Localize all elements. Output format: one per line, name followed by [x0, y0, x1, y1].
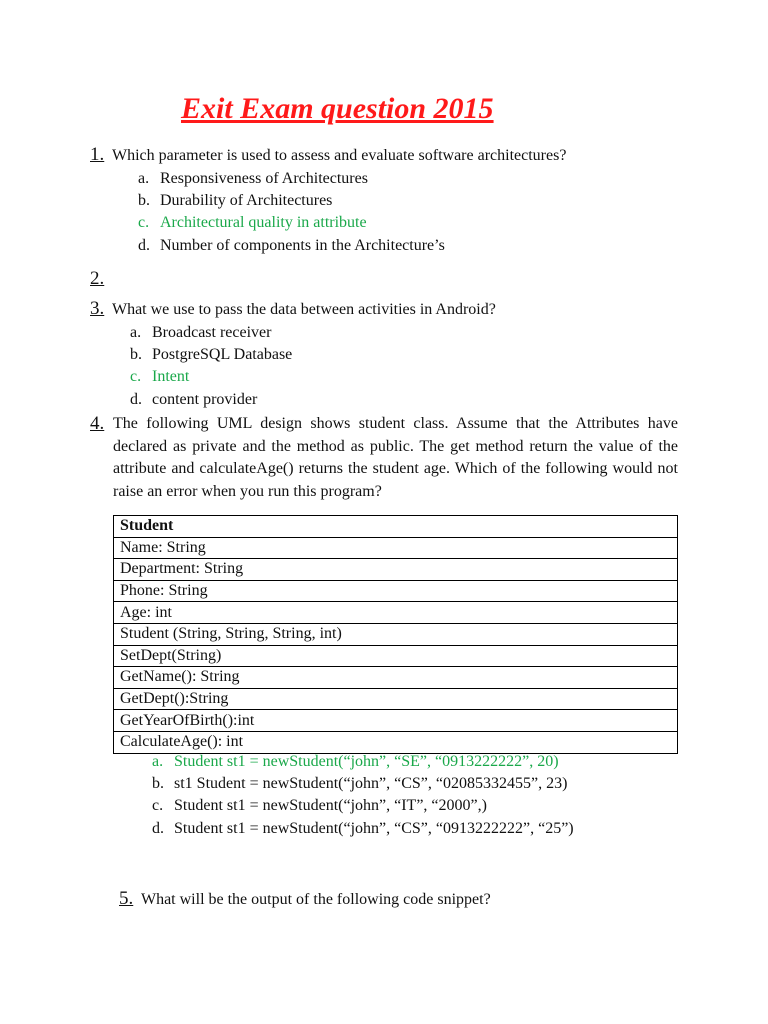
option-letter: c.	[130, 368, 142, 385]
option-text: Broadcast receiver	[152, 324, 272, 341]
uml-row: GetDept():String	[114, 688, 678, 710]
question-3-option-c-correct	[130, 366, 189, 388]
option-letter: d.	[130, 391, 142, 408]
option-text: Number of components in the Architecture’s	[160, 237, 445, 254]
option-letter: c.	[152, 797, 164, 814]
question-3	[90, 298, 496, 321]
table-row	[114, 580, 678, 602]
option-text: Architectural quality in attribute	[160, 214, 367, 231]
uml-row: GetYearOfBirth():int	[114, 710, 678, 732]
question-3-option-b	[130, 344, 292, 366]
question-2	[90, 268, 108, 291]
option-text: content provider	[152, 391, 258, 408]
question-4-option-a-correct	[152, 751, 559, 773]
question-4	[90, 413, 678, 503]
question-1-option-c-correct	[138, 212, 367, 234]
page-title: Exit Exam question 2015	[181, 92, 494, 125]
question-4-number: 4.	[90, 413, 105, 434]
option-text: Responsiveness of Architectures	[160, 170, 368, 187]
table-row	[114, 645, 678, 667]
table-row	[114, 623, 678, 645]
question-5-number: 5.	[119, 888, 134, 909]
question-1-option-d	[138, 235, 445, 257]
question-5	[119, 888, 491, 911]
option-text: PostgreSQL Database	[152, 346, 293, 363]
option-text: Durability of Architectures	[160, 192, 333, 209]
uml-row: SetDept(String)	[114, 645, 678, 667]
option-letter: d.	[152, 820, 164, 837]
table-row	[114, 710, 678, 732]
option-text: Student st1 = newStudent(“john”, “CS”, “0913222222”, “25”)	[174, 820, 574, 837]
table-row	[114, 731, 678, 753]
option-letter: b.	[152, 775, 164, 792]
uml-row: GetName(): String	[114, 667, 678, 689]
option-letter: c.	[138, 214, 150, 231]
option-text: Student st1 = newStudent(“john”, “IT”, “2000”,)	[174, 797, 487, 814]
question-1-option-b	[138, 190, 332, 212]
option-text: st1 Student = newStudent(“john”, “CS”, “02085332455”, 23)	[174, 775, 568, 792]
question-4-option-b	[152, 773, 567, 795]
table-row	[114, 688, 678, 710]
uml-row: Name: String	[114, 537, 678, 559]
question-1-option-a	[138, 168, 368, 190]
option-letter: b.	[130, 346, 142, 363]
option-letter: a.	[152, 753, 164, 770]
question-1-number: 1.	[90, 144, 105, 165]
uml-row: Department: String	[114, 559, 678, 581]
question-4-text: The following UML design shows student class. Assume that the Attributes have declared as private and the method as public. The get method return the value of the attribute and calculateAge() returns the student age. Which of the following would not raise an error when you run this program?	[113, 415, 678, 500]
question-2-number: 2.	[90, 268, 105, 289]
table-row	[114, 667, 678, 689]
uml-row: Phone: String	[114, 580, 678, 602]
table-row	[114, 537, 678, 559]
uml-row: CalculateAge(): int	[114, 731, 678, 753]
option-text: Intent	[152, 368, 190, 385]
question-3-option-d	[130, 389, 257, 411]
option-letter: a.	[138, 170, 150, 187]
uml-class-header-row	[114, 516, 678, 538]
uml-class-name: Student	[114, 516, 678, 538]
table-row	[114, 602, 678, 624]
question-1	[90, 144, 566, 167]
question-5-text: What will be the output of the following code snippet?	[140, 891, 491, 908]
option-letter: d.	[138, 237, 150, 254]
question-3-text: What we use to pass the data between activities in Android?	[111, 301, 496, 318]
uml-class-diagram	[113, 515, 678, 754]
table-row	[114, 559, 678, 581]
option-letter: a.	[130, 324, 142, 341]
option-letter: b.	[138, 192, 150, 209]
question-4-option-d	[152, 818, 574, 840]
question-1-text: Which parameter is used to assess and evaluate software architectures?	[111, 147, 567, 164]
uml-row: Age: int	[114, 602, 678, 624]
question-4-option-c	[152, 795, 487, 817]
option-text: Student st1 = newStudent(“john”, “SE”, “0913222222”, 20)	[174, 753, 559, 770]
uml-row: Student (String, String, String, int)	[114, 623, 678, 645]
question-3-number: 3.	[90, 298, 105, 319]
question-3-option-a	[130, 322, 271, 344]
